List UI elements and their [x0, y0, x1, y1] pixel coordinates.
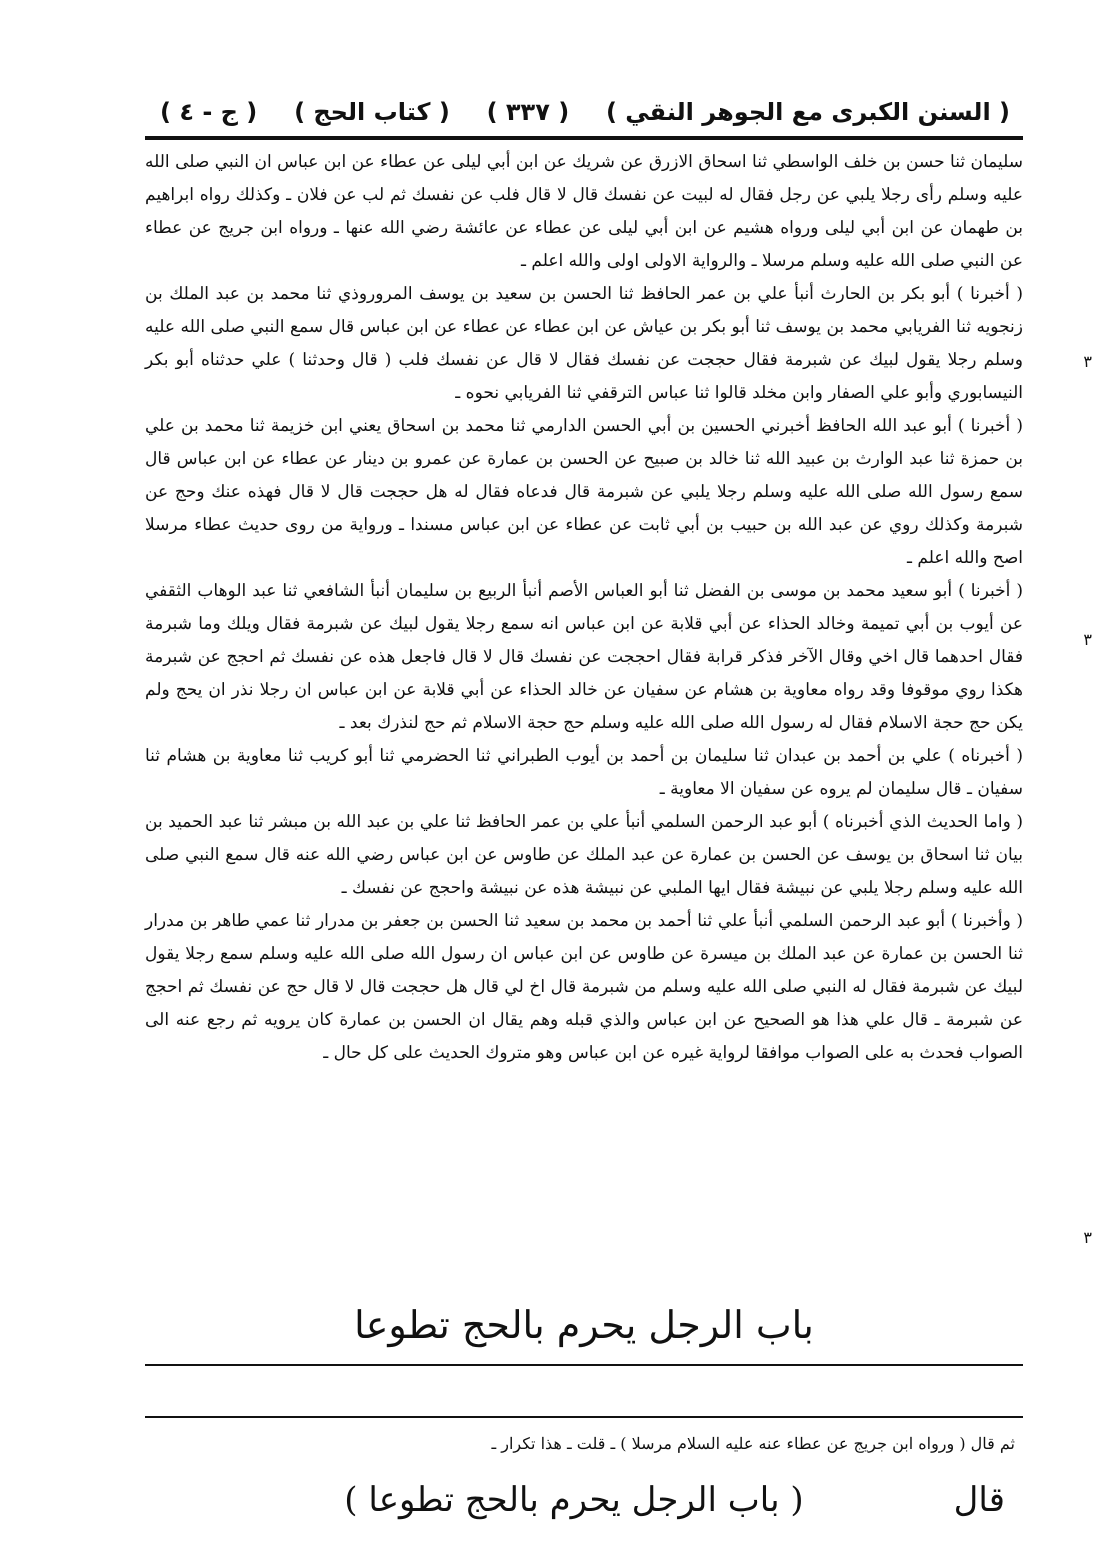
paragraph: ( أخبرناه ) علي بن أحمد بن عبدان ثنا سليمان بن أحمد بن أيوب الطبراني ثنا الحضرمي ثنا أبو كريب ثنا معاوية بن هشام ثنا سفيان ـ قال سليمان لم يروه عن سفيان الا معاوية ـ — [145, 746, 1023, 799]
book-title: ( السنن الكبرى مع الجوهر النقي ) — [605, 98, 1010, 126]
section-title: ( كتاب الحج ) — [294, 98, 450, 126]
paragraph: ( واما الحديث الذي أخبرناه ) أبو عبد الرحمن السلمي أنبأ علي بن عمر الحافظ ثنا علي بن عبد الله بن مبشر ثنا عبد الحميد بن بيان ثنا اسحاق بن يوسف عن الحسن بن عمارة عن عبد الملك عن طاوس عن ابن عباس رضي الله عنه قال سمع النبي صلى الله عليه وسلم رجلا يلبي عن نبيشة فقال ايها الملبي عن نبيشة هذه عن نبيشة واحجج عن نفسك ـ — [145, 812, 1023, 898]
paragraph: ( وأخبرنا ) أبو عبد الرحمن السلمي أنبأ علي ثنا أحمد بن محمد بن سعيد ثنا الحسن بن جعفر بن مدرار ثنا عمي طاهر بن مدرار ثنا الحسن بن عمارة عن عبد الملك بن ميسرة عن طاوس عن ابن عباس ان رسول الله صلى الله عليه وسلم سمع رجلا يقول لبيك عن شبرمة فقال له النبي صلى الله عليه وسلم من شبرمة قال اخ لي قال هل حججت قال لا قال حج عن نفسك ثم احجج عن شبرمة ـ قال علي هذا هو الصحيح عن ابن عباس والذي قبله وهم يقال ان الحسن بن عمارة كان يرويه ثم رجع عنه الى الصواب فحدث به على الصواب موافقا لرواية غيره عن ابن عباس وهو متروك الحديث على كل حال ـ — [145, 911, 1023, 1063]
paragraph: ( أخبرنا ) أبو سعيد محمد بن موسى بن الفضل ثنا أبو العباس الأصم أنبأ الربيع بن سليمان أنبأ الشافعي ثنا عبد الوهاب الثقفي عن أيوب بن أبي تميمة وخالد الحذاء عن أبي قلابة عن ابن عباس انه سمع رجلا يقول لبيك عن شبرمة فقال ويلك وما شبرمة فقال احدهما قال اخي وقال الآخر فذكر قرابة فقال احججت عن نفسك قال لا قال فاجعل هذه عن نفسك ثم احجج عن شبرمة هكذا روي موقوفا وقد رواه معاوية بن هشام عن سفيان عن خالد الحذاء عن أبي قلابة عن ابن عباس ان رجلا نذر ان يحج ولم يكن حج حجة الاسلام فقال له رسول الله صلى الله عليه وسلم حج حجة الاسلام ثم حج لنذرك بعد ـ — [145, 581, 1023, 733]
divider-rule — [145, 1364, 1023, 1366]
paragraph: سليمان ثنا حسن بن خلف الواسطي ثنا اسحاق الازرق عن شريك عن ابن أبي ليلى عن عطاء عن ابن عباس ان النبي صلى الله عليه وسلم رأى رجلا يلبي عن رجل فقال له لبيت عن نفسك قال لا قال فلب عن نفسك ثم لب عن فلان ـ وكذلك رواه ابراهيم بن طهمان عن ابن أبي ليلى ورواه هشيم عن ابن أبي ليلى عن عطاء عن عائشة رضي الله عنها ـ ورواه ابن جريج عن عطاء عن النبي صلى الله عليه وسلم مرسلا ـ والرواية الاولى اولى والله اعلم ـ — [145, 152, 1023, 271]
paragraph: ( أخبرنا ) أبو بكر بن الحارث أنبأ علي بن عمر الحافظ ثنا الحسن بن سعيد بن يوسف المروروذي ثنا محمد بن عبد الملك بن زنجويه ثنا الفريابي محمد بن يوسف ثنا أبو بكر بن عياش عن ابن عطاء عن عطاء عن ابن عباس قال سمع النبي صلى الله عليه وسلم رجلا يقول لبيك عن شبرمة فقال حججت عن نفسك فقال لا قال عن نفسك فلب ( قال وحدثنا ) علي حدثناه أبو بكر النيسابوري وأبو علي الصفار وابن مخلد قالوا ثنا عباس الترقفي ثنا الفريابي نحوه ـ — [145, 284, 1023, 403]
paragraph: ( أخبرنا ) أبو عبد الله الحافظ أخبرني الحسين بن أبي الحسن الدارمي ثنا محمد بن اسحاق يعني ابن خزيمة ثنا محمد بن علي بن حمزة ثنا عبد الوارث بن عبيد الله ثنا خالد بن صبيح عن الحسن بن عمارة عن عمرو بن دينار عن عطاء عن ابن عباس قال سمع رسول الله صلى الله عليه وسلم رجلا يلبي عن شبرمة قال فدعاه فقال له هل حججت قال لا قال فهذه عنك وحج عن شبرمة وكذلك روي عن عبد الله بن حبيب بن أبي ثابت عن عطاء عن ابن عباس مسندا ـ ورواية من روى حديث عطاء مرسلا اصح والله اعلم ـ — [145, 416, 1023, 568]
margin-mark: ٣ — [1083, 630, 1092, 649]
chapter-heading: باب الرجل يحرم بالحج تطوعا — [354, 1303, 814, 1347]
footnote-line: ثم قال ( ورواه ابن جريج عن عطاء عنه عليه السلام مرسلا ) ـ قلت ـ هذا تكرار ـ — [491, 1434, 1015, 1453]
footnote-heading — [145, 1470, 1015, 1530]
chapter-reference: ( باب الرجل يحرم بالحج تطوعا ) — [344, 1480, 804, 1520]
main-text — [145, 146, 1023, 1070]
qala-label: قال — [953, 1480, 1005, 1520]
page-number: ( ٣٣٧ ) — [486, 98, 570, 126]
margin-mark: ٣ — [1083, 1228, 1092, 1247]
footnote-rule — [145, 1416, 1023, 1418]
running-header — [160, 92, 1010, 132]
header-rule — [145, 136, 1023, 140]
margin-mark: ٣ — [1083, 352, 1092, 371]
volume-number: ( ج - ٤ ) — [160, 98, 258, 126]
